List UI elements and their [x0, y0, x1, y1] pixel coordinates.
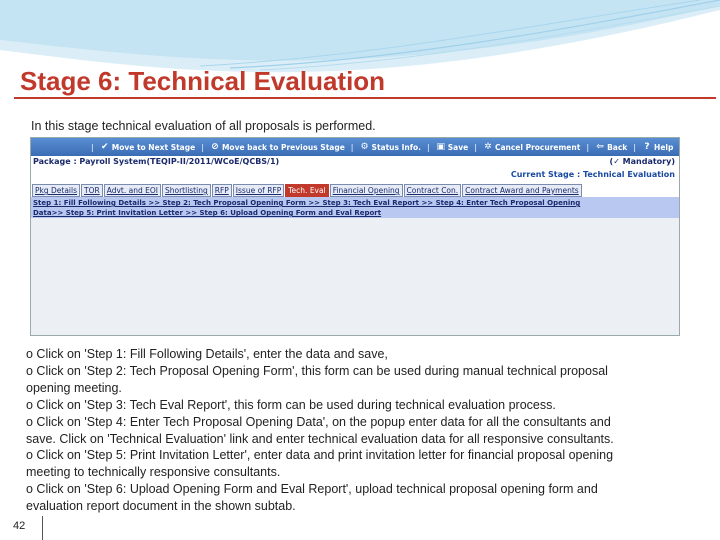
instruction-line: o Click on 'Step 3: Tech Eval Report', this form can be used during technical evaluation process. [26, 397, 556, 412]
current-stage-label: Current Stage : Technical Evaluation [510, 170, 675, 179]
instruction-line: o Click on 'Step 4: Enter Tech Proposal Opening Data', on the popup enter data for all the consultants and [26, 414, 611, 429]
help-button[interactable]: ? Help [642, 142, 673, 152]
package-label: Package : Payroll System(TEQIP-II/2011/WCoE/QCBS/1) [33, 157, 280, 166]
cancel-icon: ✲ [484, 142, 492, 152]
steps-links-line-2[interactable]: Data>> Step 5: Print Invitation Letter >> Step 6: Upload Opening Form and Eval Report [33, 209, 382, 217]
instruction-line: evaluation report document in the shown subtab. [26, 499, 296, 514]
status-info-button[interactable]: ⚙ Status Info. [360, 142, 421, 152]
page-number: 42 [13, 520, 26, 532]
gear-icon: ⚙ [360, 142, 369, 152]
tab-tor[interactable]: TOR [81, 184, 103, 197]
back-button[interactable]: ⇦ Back [596, 142, 628, 152]
tab-issue-of-rfp[interactable]: Issue of RFP [233, 184, 284, 197]
tab-pkg-details[interactable]: Pkg Details [32, 184, 80, 197]
instruction-line: meeting to technically responsive consultants. [26, 465, 281, 480]
tab-contract-award[interactable]: Contract Award and Payments [462, 184, 582, 197]
move-previous-stage-button[interactable]: ⊘ Move back to Previous Stage [211, 142, 345, 152]
application-screenshot [30, 137, 680, 336]
slide-subtitle: In this stage technical evaluation of all proposals is performed. [31, 119, 376, 133]
instructions-list [26, 346, 696, 515]
title-underline [14, 97, 716, 99]
current-stage-row [31, 168, 679, 184]
instruction-line: save. Click on 'Technical Evaluation' link and enter technical evaluation data for all responsive consultants. [26, 431, 614, 446]
package-row [31, 156, 679, 168]
instruction-line: o Click on 'Step 6: Upload Opening Form and Eval Report', upload technical proposal opening form and [26, 482, 598, 497]
tab-advt-eoi[interactable]: Advt. and EOI [104, 184, 161, 197]
instruction-line: opening meeting. [26, 380, 122, 395]
page-number-divider [42, 516, 43, 540]
save-icon: ▣ [436, 142, 445, 152]
tab-financial-opening[interactable]: Financial Opening [330, 184, 403, 197]
steps-bar [31, 197, 679, 218]
action-toolbar: | ✔ Move to Next Stage | ⊘ Move back to Previous Stage | ⚙ Status Info. | ▣ Save | ✲ Cancel Procurement | ⇦ Back | ? Help [31, 138, 679, 156]
move-next-stage-button[interactable]: ✔ Move to Next Stage [100, 142, 196, 152]
mandatory-label: (✓ Mandatory) [609, 157, 675, 166]
tab-rfp[interactable]: RFP [212, 184, 232, 197]
tab-shortlisting[interactable]: Shortlisting [162, 184, 211, 197]
tab-contract-con[interactable]: Contract Con. [404, 184, 462, 197]
instruction-line: o Click on 'Step 5: Print Invitation Letter', enter data and print invitation letter for financial proposal opening [26, 448, 614, 463]
instruction-line: o Click on 'Step 2: Tech Proposal Opening Form', this form can be used during manual technical proposal [26, 363, 608, 378]
slide-title: Stage 6: Technical Evaluation [20, 66, 386, 96]
help-icon: ? [644, 142, 650, 152]
stage-tabs [31, 184, 679, 197]
tab-tech-eval[interactable]: Tech. Eval [285, 184, 328, 197]
cancel-procurement-button[interactable]: ✲ Cancel Procurement [484, 142, 581, 152]
instruction-line: o Click on 'Step 1: Fill Following Details', enter the data and save, [26, 347, 388, 361]
save-button[interactable]: ▣ Save [436, 142, 469, 152]
steps-links-line-1[interactable]: Step 1: Fill Following Details >> Step 2: Tech Proposal Opening Form >> Step 3: Tech Eval Report >> Step 4: Enter Tech Proposal Opening [33, 199, 581, 207]
check-icon: ✔ [100, 142, 109, 152]
no-entry-icon: ⊘ [211, 142, 219, 152]
back-icon: ⇦ [596, 142, 604, 152]
